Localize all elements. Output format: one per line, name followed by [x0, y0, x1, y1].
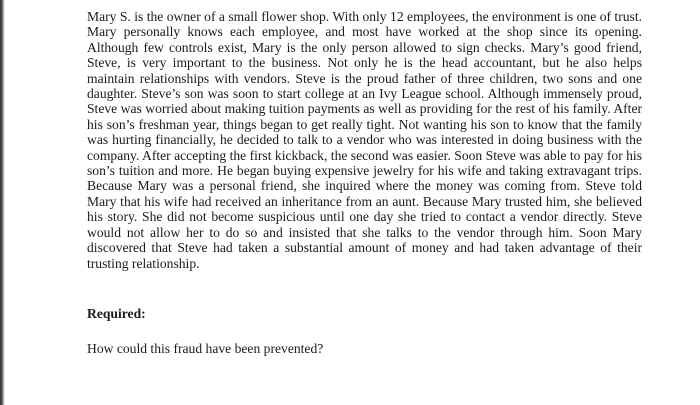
required-heading: Required:	[87, 306, 146, 321]
case-paragraph: Mary S. is the owner of a small flower shop. With only 12 employees, the environment is one of trust. Mary personally knows each employee, and most have worked at the shop since its opening. Although few controls exist, Mary is the only person allowed to sign checks. Mary’s good friend, Steve, is very important to the business. Not only he is the head accountant, but he also helps maintain relationships with vendors. Steve is the proud father of three children, two sons and one daughter. Steve’s son was soon to start college at an Ivy League school. Although immensely proud, Steve was worried about making tuition payments as well as providing for the rest of his family. After his son’s freshman year, things began to get really tight. Not wanting his son to know that the family was hurting financially, he decided to talk to a vendor who was interested in doing business with the company. After accepting the first kickback, the second was easier. Soon Steve was able to pay for his son’s tuition and more. He began buying expensive jewelry for his wife and taking extravagant trips. Because Mary was a personal friend, she inquired where the money was coming from. Steve told Mary that his wife had received an inheritance from an aunt. Because Mary trusted him, she believed his story. She did not become suspicious until one day she tried to contact a vendor directly. Steve would not allow her to do so and insisted that she talks to the vendor through him. Soon Mary discovered that Steve had taken a substantial amount of money and had taken advantage of their trusting relationship.	[87, 9, 642, 271]
page-left-border	[0, 0, 5, 405]
question-text: How could this fraud have been prevented?	[87, 341, 324, 356]
